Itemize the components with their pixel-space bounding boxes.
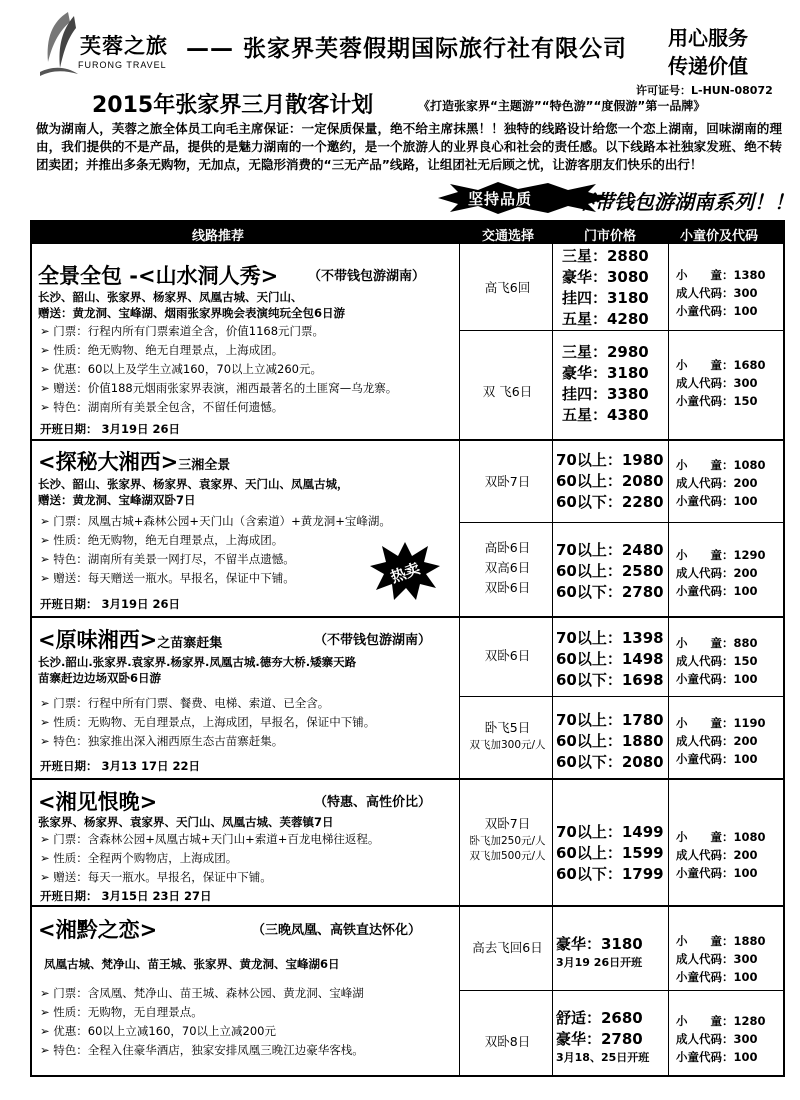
transport-line: 双卧7日: [484, 816, 531, 831]
price-item: 60以上：1880: [556, 732, 664, 750]
price-list: [562, 342, 649, 426]
route-title: <湘黔之恋>: [38, 918, 158, 942]
route-title-suffix: 三湘全景: [178, 458, 231, 473]
option-divider: [459, 990, 783, 991]
child-price-line: 小 童：1190: [676, 716, 766, 730]
transport-note: 双飞加500元/人: [469, 850, 546, 862]
child-price-line: 小童代码：150: [676, 394, 758, 408]
logo-mark-icon: [38, 8, 78, 80]
slogan-line-1: 用心服务: [668, 26, 748, 50]
departure-dates: 开班日期： 3月19日 26日: [40, 422, 181, 436]
price-item: 70以上：1780: [556, 711, 664, 729]
price-item: 60以上：2080: [556, 472, 664, 490]
route-details: [40, 322, 397, 417]
column-divider: [668, 222, 669, 1077]
price-item: 60以上：1498: [556, 650, 664, 668]
child-price: [676, 714, 766, 768]
departure-dates: 开班日期： 3月13 17日 22日: [40, 759, 201, 773]
price-list: [562, 246, 649, 330]
price-list: [556, 628, 664, 691]
child-price-line: 小 童：1680: [676, 358, 766, 372]
transport-option: 双 飞6日: [482, 384, 533, 399]
detail-item: ➢ 赠送：价值188元烟雨张家界表演，湘西最著名的土匪窝—乌龙寨。: [40, 379, 397, 398]
transport-option: 双卧8日: [484, 1034, 531, 1049]
route-title-main: <原味湘西>: [38, 628, 158, 652]
price-item: 60以下：1698: [556, 671, 664, 689]
transport-option: [460, 718, 555, 753]
price-schedule-note: 3月19 26日开班: [556, 956, 643, 969]
header-price: 门市价格: [584, 229, 637, 244]
price-item: 70以上：1398: [556, 629, 664, 647]
child-price-line: 小童代码：100: [676, 304, 758, 318]
section-divider: [32, 616, 783, 618]
transport-option: 双卧7日: [484, 474, 531, 489]
detail-item: ➢ 特色：湖南所有美景全包含，不留任何遗憾。: [40, 398, 397, 417]
price-item: 五星：4380: [562, 406, 649, 424]
child-price-line: 成人代码：200: [676, 848, 758, 862]
child-price-line: 小童代码：100: [676, 970, 758, 984]
child-price: [676, 456, 766, 510]
route-title-suffix: 之苗寨赶集: [157, 636, 223, 651]
detail-item: ➢ 性质：无购物，无自理景点。: [40, 1003, 364, 1022]
transport-line: 卧飞5日: [484, 720, 531, 735]
price-item: 60以下：2080: [556, 753, 664, 771]
route-stops-line: 长沙、韶山、张家界、杨家界、凤凰古城、天门山、: [38, 290, 303, 304]
transport-note: 卧飞加250元/人: [469, 835, 546, 847]
child-price-line: 成人代码：300: [676, 286, 758, 300]
section-divider: [32, 905, 783, 907]
page-title: 2015年张家界三月散客计划: [92, 93, 374, 118]
option-divider: [459, 696, 783, 697]
page-subtitle: 《打造张家界“主题游”“特色游”“度假游”第一品牌》: [418, 99, 706, 113]
route-title: 全景全包 -<山水洞人秀>: [38, 264, 279, 288]
child-price: [676, 634, 758, 688]
child-price-line: 成人代码：200: [676, 734, 758, 748]
route-note: （不带钱包游湖南）: [308, 269, 426, 284]
route-stops-line: 长沙.韶山.张家界.袁家界.杨家界.凤凰古城.德夯大桥.矮寨天路: [38, 655, 357, 669]
price-item: 三星：2980: [562, 343, 649, 361]
child-price-line: 成人代码：150: [676, 654, 758, 668]
route-stops-line: 赠送：黄龙洞、宝峰湖、烟雨张家界晚会表演纯玩全包6日游: [38, 306, 345, 320]
price-item: 豪华：3180: [562, 364, 649, 382]
price-item: 舒适：2680: [556, 1009, 643, 1027]
transport-note: 双飞加300元/人: [469, 739, 546, 751]
route-title: [38, 446, 230, 476]
child-price-line: 小童代码：100: [676, 584, 758, 598]
transport-option: [460, 814, 555, 864]
header-child: 小童价及代码: [680, 229, 759, 244]
route-title: [38, 624, 222, 654]
child-price: [676, 932, 766, 986]
route-stops: [38, 476, 349, 508]
section-divider: [32, 439, 783, 441]
child-price-line: 成人代码：200: [676, 476, 758, 490]
section-divider: [32, 778, 783, 780]
child-price: [676, 356, 766, 410]
child-price-line: 小 童：1880: [676, 934, 766, 948]
route-stops: [38, 654, 356, 686]
child-price-line: 成人代码：300: [676, 1032, 758, 1046]
transport-line: 双卧6日: [484, 580, 531, 595]
transport-option: 高去飞回6日: [472, 940, 543, 955]
price-item: 豪华：3080: [562, 268, 649, 286]
detail-item: ➢ 优惠：60以上及学生立减160，70以上立减260元。: [40, 360, 397, 379]
route-table: [30, 220, 785, 1077]
price-schedule-note: 3月18、25日开班: [556, 1051, 650, 1064]
price-item: 70以上：1980: [556, 451, 664, 469]
child-price-line: 小 童：1080: [676, 830, 766, 844]
price-list: [556, 540, 664, 603]
route-title-main: <探秘大湘西>: [38, 450, 179, 474]
price-list: [556, 450, 664, 513]
detail-item: ➢ 门票：行程中所有门票、餐费、电梯、索道、已全含。: [40, 694, 375, 713]
detail-item: ➢ 性质：绝无购物，绝无自理景点，上海成团。: [40, 531, 391, 550]
price-item: 60以下：2780: [556, 583, 664, 601]
detail-item: ➢ 赠送：每天一瓶水。早报名，保证中下铺。: [40, 868, 379, 887]
route-stops-line: 长沙、韶山、张家界、杨家界、袁家界、天门山、凤凰古城，: [38, 477, 349, 491]
child-price-line: 小童代码：100: [676, 494, 758, 508]
child-price-line: 小 童：1280: [676, 1014, 766, 1028]
child-price: [676, 546, 766, 600]
detail-item: ➢ 优惠：60以上立减160，70以上立减200元: [40, 1022, 364, 1041]
price-item: 70以上：2480: [556, 541, 664, 559]
route-note: （特惠、高性价比）: [314, 795, 432, 810]
price-item: 60以下：1799: [556, 865, 664, 883]
transport-line: 双高6日: [484, 560, 531, 575]
child-price: [676, 266, 766, 320]
option-divider: [459, 330, 783, 331]
price-list: [556, 822, 664, 885]
price-item: 60以上：2580: [556, 562, 664, 580]
price-item: 三星：2880: [562, 247, 649, 265]
departure-dates: 开班日期： 3月15日 23日 27日: [40, 889, 212, 903]
child-price-line: 成人代码：300: [676, 376, 758, 390]
option-divider: [459, 522, 783, 523]
detail-item: ➢ 赠送：每天赠送一瓶水。早报名，保证中下铺。: [40, 569, 391, 588]
price-item: 70以上：1499: [556, 823, 664, 841]
price-item: 五星：4280: [562, 310, 649, 328]
detail-item: ➢ 特色：独家推出深入湘西原生态古苗寨赶集。: [40, 732, 375, 751]
hot-sale-burst-icon: [370, 542, 440, 600]
route-details: [40, 694, 375, 751]
license-number: 许可证号：L-HUN-08072: [636, 84, 773, 97]
route-details: [40, 830, 379, 887]
departure-dates: 开班日期： 3月19日 26日: [40, 597, 181, 611]
route-details: [40, 984, 364, 1060]
route-note: （不带钱包游湖南）: [314, 633, 432, 648]
transport-option: [460, 538, 555, 598]
price-item: 60以上：1599: [556, 844, 664, 862]
route-stops-line: 苗寨赶边边场双卧6日游: [38, 671, 162, 685]
hot-sale-text: 热卖: [388, 559, 423, 587]
intro-paragraph: 做为湖南人，芙蓉之旅全体员工向毛主席保证：一定保质保量，绝不给主席抹黑！！独特的线路设计给您一个恋上湖南，回味湖南的理由，我们提供的不是产品，提供的是魅力湖南的一个邀约，是一个旅游人的业界良心和社会的责任感。以下线路本社独家发班、绝不转团卖团；并推出多条无购物，无加点，无隐形消费的“三无产品”线路，让组团社无后顾之忧，让游客朋友们快乐的出行！: [36, 121, 782, 172]
child-price-line: 小 童：880: [676, 636, 758, 650]
price-list: [556, 710, 664, 773]
price-item: 60以下：2280: [556, 493, 664, 511]
child-price-line: 小童代码：100: [676, 752, 758, 766]
header-transport: 交通选择: [482, 229, 535, 244]
route-stops-line: 张家界、杨家界、袁家界、天门山、凤凰古城、芙蓉镇7日: [38, 815, 334, 829]
header-route: 线路推荐: [192, 229, 245, 244]
child-price-line: 成人代码：300: [676, 952, 758, 966]
child-price-line: 小 童：1290: [676, 548, 766, 562]
route-details: [40, 512, 391, 588]
transport-line: 高卧6日: [484, 540, 531, 555]
route-stops: [38, 814, 334, 830]
logo-chinese-name: 芙蓉之旅: [80, 34, 168, 58]
route-stops: [44, 956, 340, 972]
detail-item: ➢ 门票：含凤凰、梵净山、苗王城、森林公园、黄龙洞、宝峰湖: [40, 984, 364, 1003]
child-price: [676, 828, 766, 882]
slogan-banner: [30, 180, 794, 216]
header: [0, 0, 800, 97]
child-price-line: 小 童：1080: [676, 458, 766, 472]
route-stops-line: 凤凰古城、梵净山、苗王城、张家界、黄龙洞、宝峰湖6日: [44, 957, 340, 971]
route-stops-line: 赠送：黄龙洞、宝峰湖双卧7日: [38, 493, 196, 507]
price-list: [556, 1008, 649, 1066]
service-slogan: [668, 24, 748, 80]
price-item: 豪华：3180: [556, 935, 643, 953]
route-stops: [38, 289, 345, 321]
detail-item: ➢ 性质：全程两个购物店，上海成团。: [40, 849, 379, 868]
child-price-line: 小童代码：100: [676, 866, 758, 880]
price-list: [556, 934, 643, 971]
transport-option: 高飞6回: [484, 280, 531, 295]
child-price-line: 小童代码：100: [676, 1050, 758, 1064]
price-item: 挂四：3180: [562, 289, 649, 307]
detail-item: ➢ 特色：湖南所有美景一网打尽，不留半点遗憾。: [40, 550, 391, 569]
detail-item: ➢ 性质：无购物、无自理景点，上海成团，早报名，保证中下铺。: [40, 713, 375, 732]
company-name: —— 张家界芙蓉假期国际旅行社有限公司: [186, 36, 628, 62]
price-item: 挂四：3380: [562, 385, 649, 403]
table-header: [32, 222, 783, 244]
detail-item: ➢ 门票：含森林公园+凤凰古城+天门山+索道+百龙电梯往返程。: [40, 830, 379, 849]
detail-item: ➢ 门票：行程内所有门票索道全含，价值1168元门票。: [40, 322, 397, 341]
quality-burst-text: 坚持品质: [468, 190, 533, 208]
detail-item: ➢ 特色：全程入住豪华酒店，独家安排凤凰三晚江边豪华客栈。: [40, 1041, 364, 1060]
transport-option: 双卧6日: [484, 648, 531, 663]
child-price-line: 小童代码：100: [676, 672, 758, 686]
logo-english-name: FURONG TRAVEL: [78, 60, 167, 70]
child-price-line: 小 童：1380: [676, 268, 766, 282]
detail-item: ➢ 性质：绝无购物、绝无自理景点，上海成团。: [40, 341, 397, 360]
slogan-line-2: 传递价值: [668, 54, 748, 78]
child-price-line: 成人代码：200: [676, 566, 758, 580]
route-title: <湘见恨晚>: [38, 790, 158, 814]
route-note: （三晚凤凰、高铁直达怀化）: [252, 923, 422, 938]
logo: [38, 8, 178, 80]
detail-item: ➢ 门票：凤凰古城+森林公园+天门山（含索道）+黄龙洞+宝峰湖。: [40, 512, 391, 531]
price-item: 豪华：2780: [556, 1030, 643, 1048]
no-wallet-slogan: 不带钱包游湖南系列！！: [574, 190, 794, 214]
child-price: [676, 1012, 766, 1066]
